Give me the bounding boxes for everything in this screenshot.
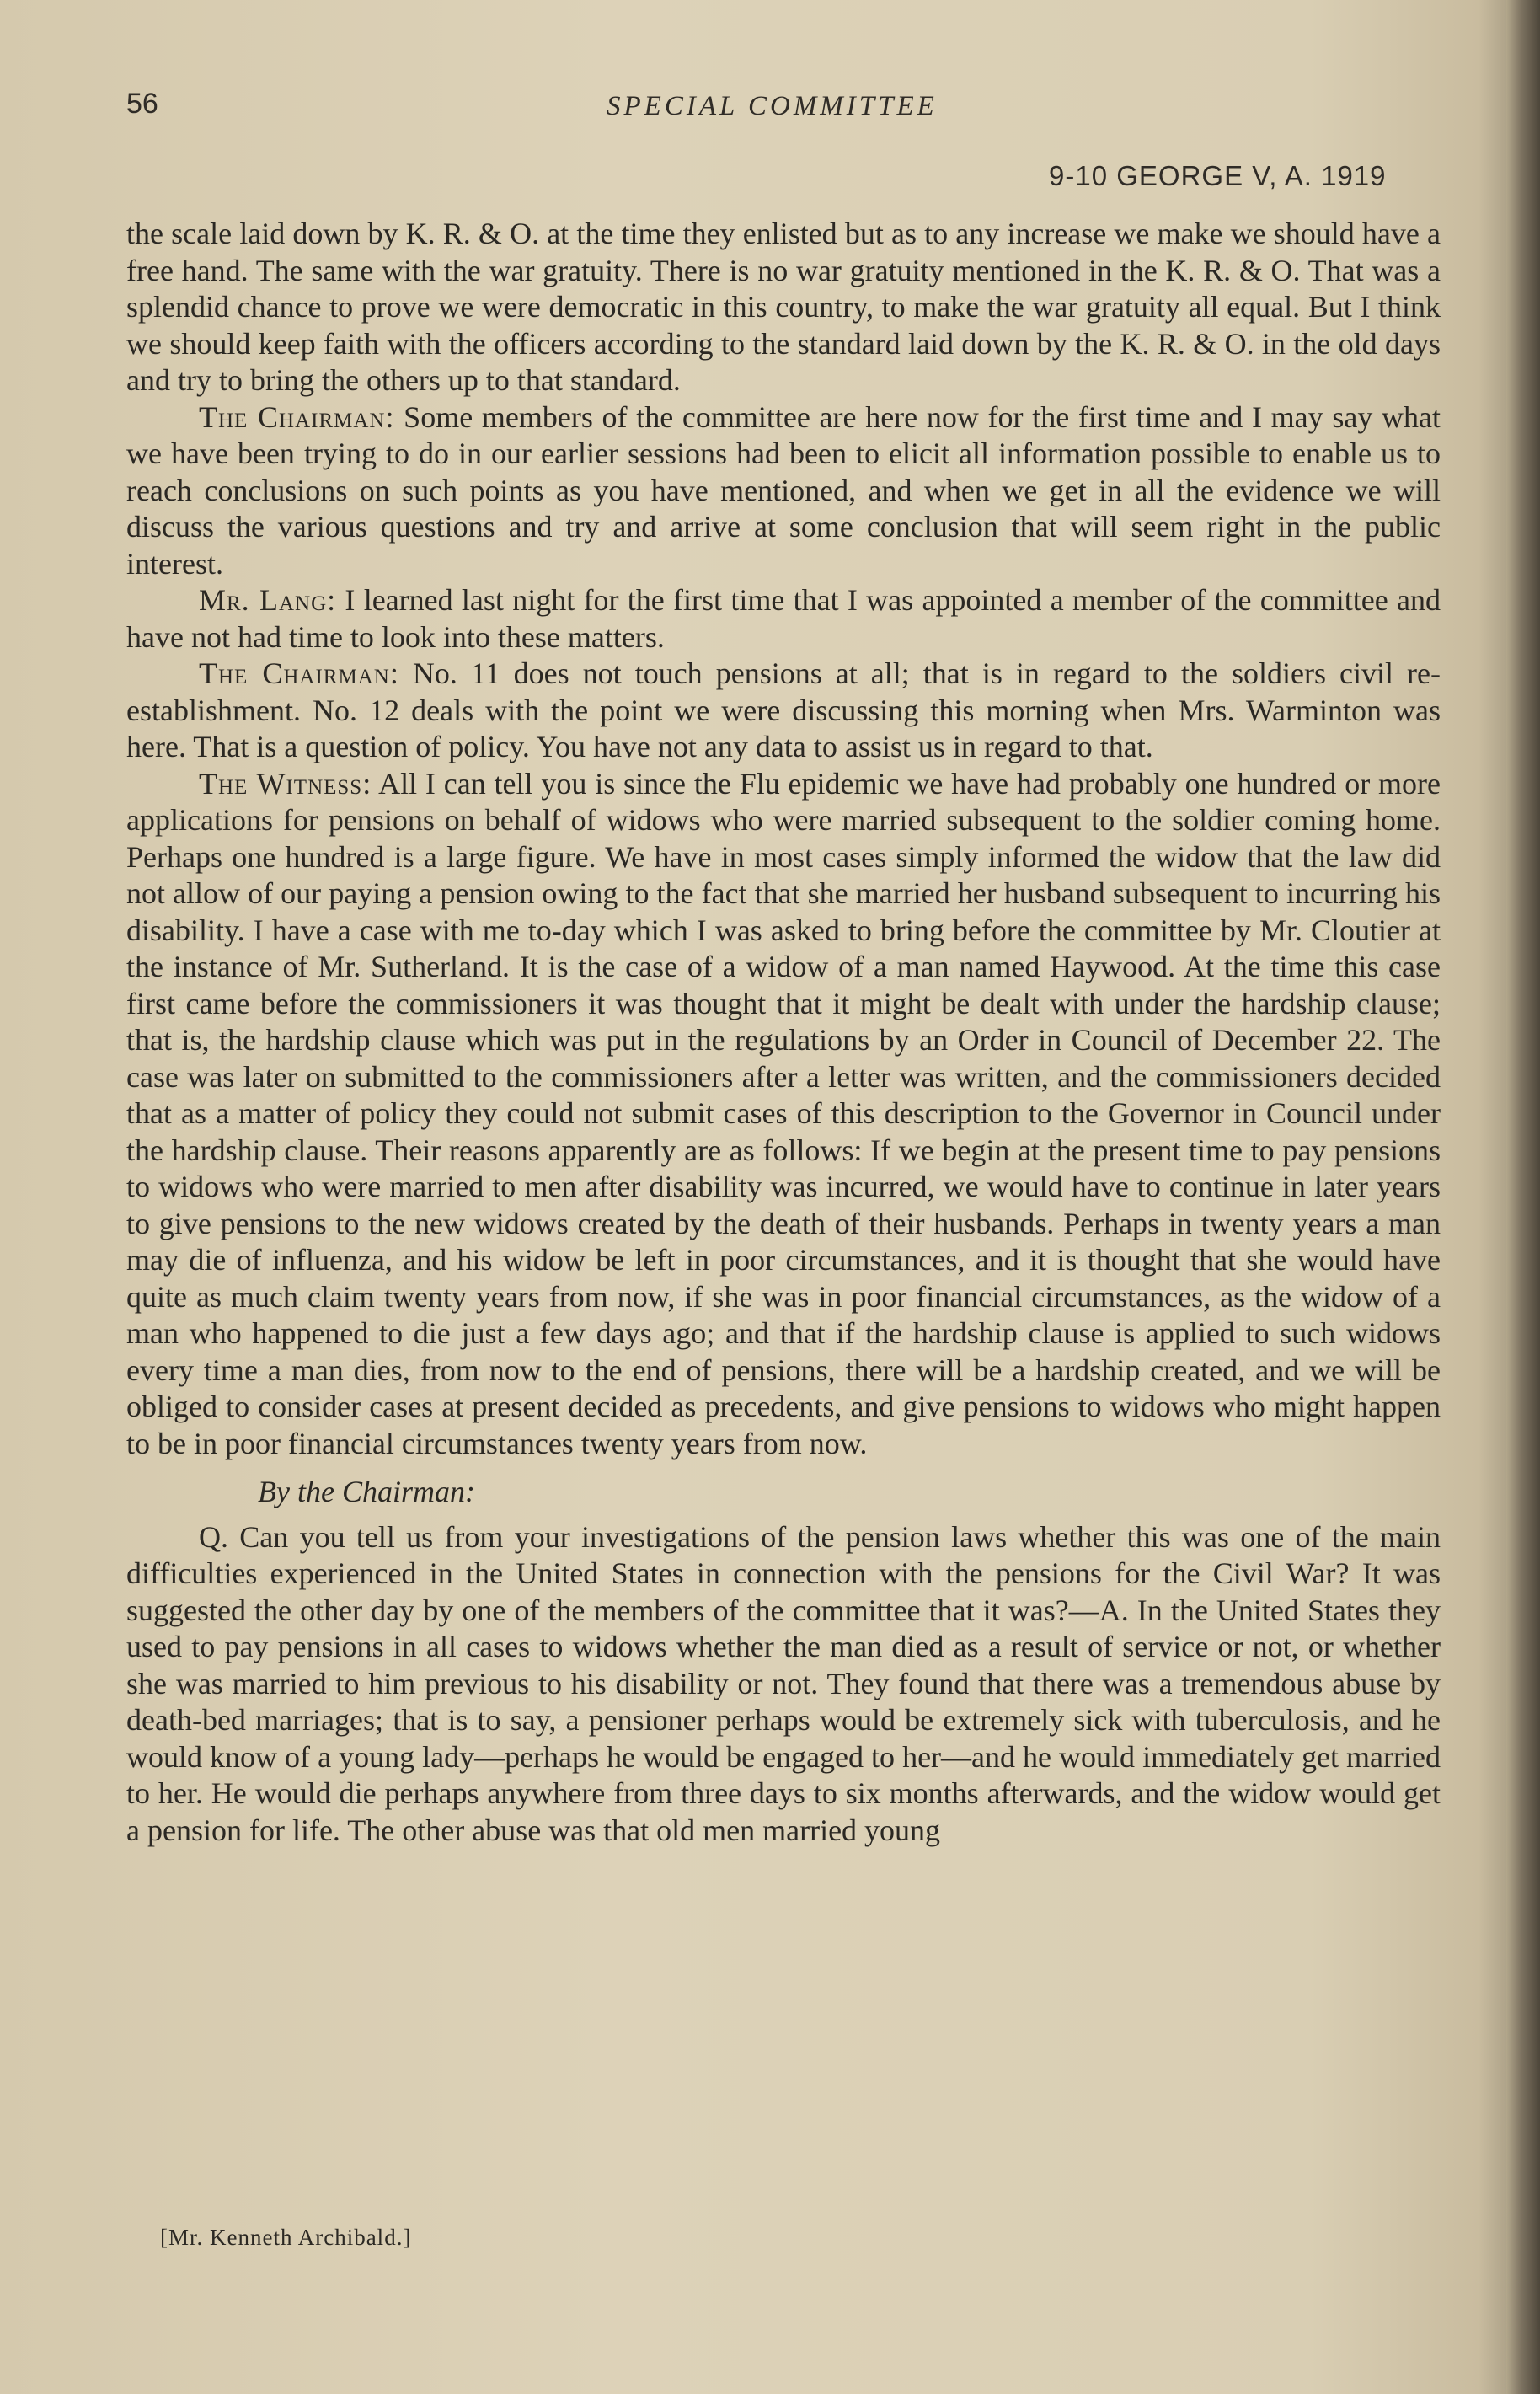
paragraph-continued: the scale laid down by K. R. & O. at the time they enlisted but as to any increase we make we should have a free hand. The same with the war gratuity. There is no war gratuity mentioned in the K. R. & O. That was a splendid chance to prove we were democratic in this country, to make the war gratuity all equal. But I think we should keep faith with the officers according to the standard laid down by the K. R. & O. in the old days and try to bring the others up to that standard. (126, 217, 1441, 397)
speech-text: No. 11 does not touch pensions at all; that is in regard to the soldiers civil re-establishment. No. 12 deals with the point we were discussing this morning when Mrs. Warminton was here. That is a question of policy. You have not any data to assist us in regard to that. (126, 656, 1441, 763)
page-number: 56 (126, 88, 158, 120)
witness-footer: [Mr. Kenneth Archibald.] (160, 2225, 412, 2250)
paragraph-lang (126, 582, 1441, 656)
speaker-name: The Chairman: (199, 656, 399, 690)
body-text (126, 216, 1441, 1849)
speech-text: Some members of the committee are here now for the first time and I may say what we have been trying to do in our earlier sessions had been to elicit all information possible to enable us to reach conclusions on such points as you have mentioned, and when we get in all the evidence we will discuss the various questions and try and arrive at some conclusion that will seem right in the public interest. (126, 399, 1441, 581)
question-answer: Q. Can you tell us from your investigations of the pension laws whether this was one of the main difficulties experienced in the United States in connection with the pensions for the Civil War? It was suggested the other day by one of the members of the committee that it was?—A. In the United States they used to pay pensions in all cases to widows whether the man died as a result of service or not, or whether she was married to him previous to his disability or not. They found that there was a tremendous abuse by death-bed marriages; that is to say, a pensioner perhaps would be extremely sick with tuberculosis, and he would know of a young lady—perhaps he would be engaged to her—and he would immediately get married to her. He would die perhaps anywhere from three days to six months afterwards, and the widow would get a pension for life. The other abuse was that old men married young (126, 1519, 1441, 1847)
speaker-name: The Chairman: (199, 399, 395, 434)
examiner-heading: By the Chairman: (258, 1475, 475, 1508)
page-header (126, 88, 1441, 138)
speaker-name: The Witness: (199, 766, 372, 801)
speech-text: All I can tell you is since the Flu epidemic we have had probably one hundred or more applications for pensions on behalf of widows who were married subsequent to the soldier coming home. Perhaps one hundred is a large figure. We have in most cases simply informed the widow that the law did not allow of our paying a pension owing to the fact that she married her husband subsequent to incurring his disability. I have a case with me to-day which I was asked to bring before the committee by Mr. Cloutier at the instance of Mr. Sutherland. It is the case of a widow of a man named Haywood. At the time this case first came before the commissioners it was thought that it might be dealt with under the hardship clause; that is, the hardship clause which was put in the regulations by an Order in Council of December 22. The case was later on submitted to the commissioners after a letter was written, and the commissioners decided that as a matter of policy they could not submit cases of this description to the Governor in Council under the hardship clause. Their reasons apparently are as follows: If we begin at the present time to pay pensions to widows who were married to men after disability was incurred, we would have to continue in later years to give pensions to the new widows created by the death of their husbands. Perhaps in twenty years a man may die of influenza, and his widow be left in poor circumstances, and it is thought that she would have quite as much claim twenty years from now, if she was in poor financial circumstances, as the widow of a man who happened to die just a few days ago; and that if the hardship clause is applied to such widows every time a man dies, from now to the end of pensions, there will be a hardship created, and we will be obliged to consider cases at present decided as precedents, and give pensions to widows who might happen to be in poor financial circumstances twenty years from now. (126, 766, 1441, 1460)
speaker-name: Mr. Lang: (199, 583, 337, 617)
paragraph-chairman-1 (126, 399, 1441, 583)
speech-text: I learned last night for the first time that I was appointed a member of the committee and have not had time to look into these matters. (126, 583, 1441, 654)
paragraph-chairman-2 (126, 656, 1441, 766)
paragraph-witness (126, 766, 1441, 1463)
session-reference: 9-10 GEORGE V, A. 1919 (1049, 160, 1387, 191)
running-title: SPECIAL COMMITTEE (607, 91, 938, 121)
book-spine-shadow (1506, 0, 1540, 2394)
